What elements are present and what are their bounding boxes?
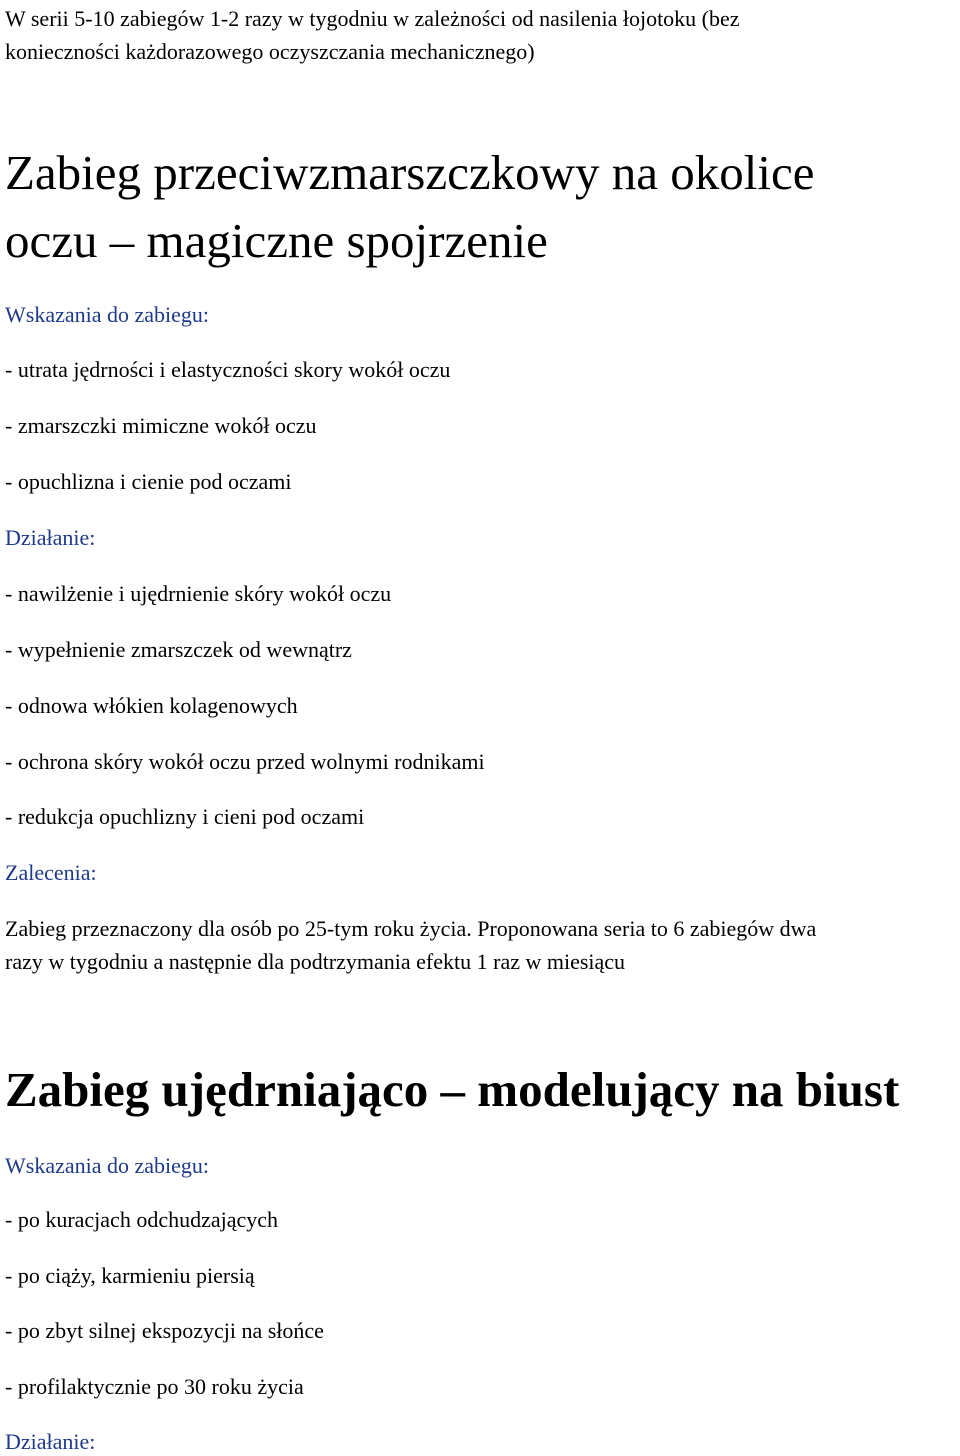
section1-action-item: - nawilżenie i ujędrnienie skóry wokół oczu — [5, 581, 392, 606]
section1-action-item: - redukcja opuchlizny i cieni pod oczami — [5, 804, 365, 829]
section1-action-item: - odnowa włókien kolagenowych — [5, 693, 298, 718]
section1-action-item: - ochrona skóry wokół oczu przed wolnymi rodnikami — [5, 749, 485, 774]
section1-indication-item: - zmarszczki mimiczne wokół oczu — [5, 413, 317, 438]
section1-indication-item: - utrata jędrności i elastyczności skory wokół oczu — [5, 357, 451, 382]
intro-paragraph — [5, 2, 955, 68]
section1-title-line-2: oczu – magiczne spojrzenie — [5, 213, 548, 268]
section2-indications-label: Wskazania do zabiegu: — [5, 1153, 210, 1178]
section2-indication-item: - po zbyt silnej ekspozycji na słońce — [5, 1318, 324, 1343]
section1-action-label: Działanie: — [5, 525, 96, 550]
intro-line-2: konieczności każdorazowego oczyszczania mechanicznego) — [5, 39, 535, 64]
section1-indications-label: Wskazania do zabiegu: — [5, 302, 210, 327]
section1-recommendations-label: Zalecenia: — [5, 860, 97, 885]
section1-recommendations-text — [5, 912, 957, 978]
section2-indication-item: - po ciąży, karmieniu piersią — [5, 1263, 255, 1288]
section1-indication-item: - opuchlizna i cienie pod oczami — [5, 469, 292, 494]
section2-action-label: Działanie: — [5, 1429, 96, 1454]
recommendations-line-2: razy w tygodniu a następnie dla podtrzymania efektu 1 raz w miesiącu — [5, 949, 626, 974]
section1-title — [5, 139, 955, 275]
intro-line-1: W serii 5-10 zabiegów 1-2 razy w tygodniu w zależności od nasilenia łojotoku (bez — [5, 6, 740, 31]
section1-title-line-1: Zabieg przeciwzmarszczkowy na okolice — [5, 145, 815, 200]
section2-title: Zabieg ujędrniająco – modelujący na biust — [5, 1062, 900, 1117]
section2-indication-item: - profilaktycznie po 30 roku życia — [5, 1374, 304, 1399]
recommendations-line-1: Zabieg przeznaczony dla osób po 25-tym roku życia. Proponowana seria to 6 zabiegów dwa — [5, 916, 817, 941]
section1-action-item: - wypełnienie zmarszczek od wewnątrz — [5, 637, 352, 662]
section2-indication-item: - po kuracjach odchudzających — [5, 1207, 279, 1232]
